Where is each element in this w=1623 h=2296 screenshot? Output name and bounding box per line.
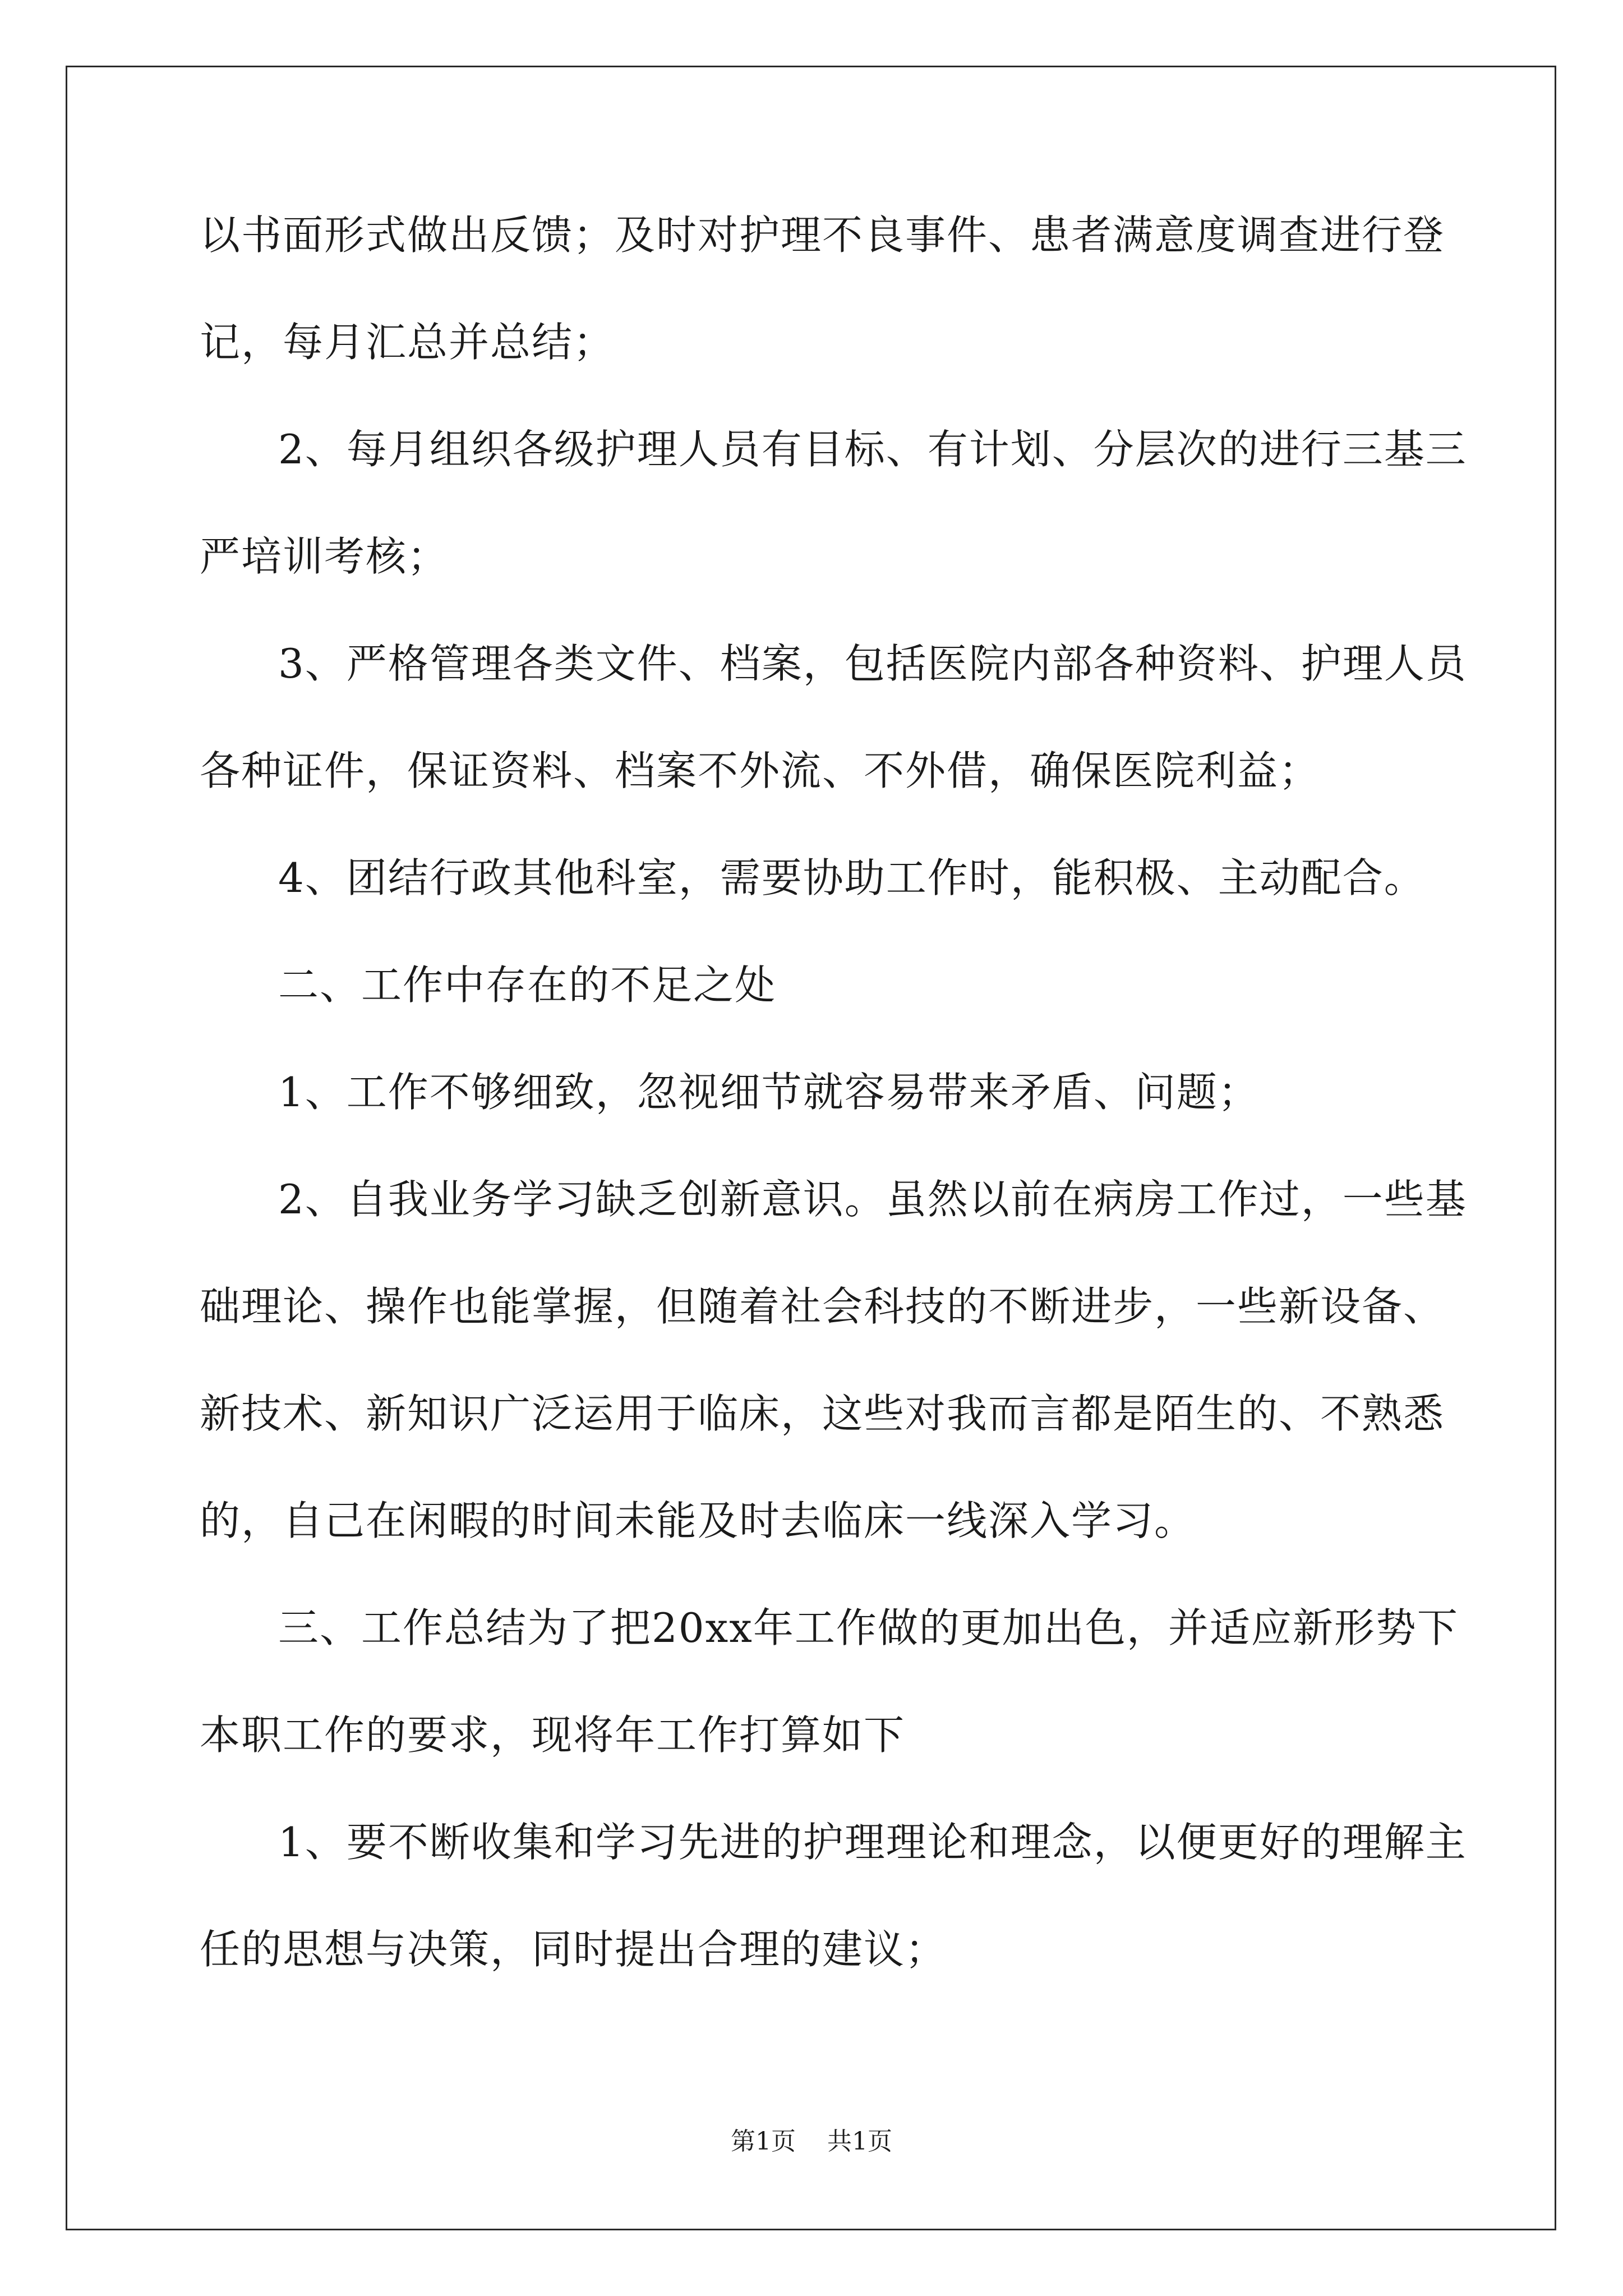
text-line: 新技术、新知识广泛运用于临床，这些对我而言都是陌生的、不熟悉 xyxy=(200,1390,1445,1437)
page-footer xyxy=(0,2126,1623,2157)
text-line: 1、要不断收集和学习先进的护理理论和理念，以便更好的理解主 xyxy=(278,1819,1467,1866)
text-line: 任的思想与决策，同时提出合理的建议； xyxy=(200,1926,947,1973)
text-line: 记，每月汇总并总结； xyxy=(200,319,615,366)
text-line: 严培训考核； xyxy=(200,533,449,580)
document-body xyxy=(200,209,1467,2030)
text-line: 的，自己在闲暇的时间未能及时去临床一线深入学习。 xyxy=(200,1497,1196,1544)
section-heading: 二、工作中存在的不足之处 xyxy=(278,961,777,1009)
text-line: 以书面形式做出反馈；及时对护理不良事件、患者满意度调查进行登 xyxy=(200,211,1445,259)
text-line: 1、工作不够细致，忽视细节就容易带来矛盾、问题； xyxy=(278,1069,1260,1116)
page-total-label: 共1页 xyxy=(827,2127,892,2156)
text-line: 各种证件，保证资料、档案不外流、不外借，确保医院利益； xyxy=(200,747,1321,794)
page-current-label: 第1页 xyxy=(731,2127,796,2156)
text-line: 本职工作的要求，现将年工作打算如下 xyxy=(200,1711,906,1759)
text-line: 3、严格管理各类文件、档案，包括医院内部各种资料、护理人员 xyxy=(278,640,1467,687)
text-line: 2、每月组织各级护理人员有目标、有计划、分层次的进行三基三 xyxy=(278,426,1467,473)
text-line: 2、自我业务学习缺乏创新意识。虽然以前在病房工作过，一些基 xyxy=(278,1176,1467,1223)
section-heading: 三、工作总结为了把20xx年工作做的更加出色，并适应新形势下 xyxy=(278,1604,1459,1651)
text-line: 4、团结行政其他科室，需要协助工作时，能积极、主动配合。 xyxy=(278,854,1426,901)
text-line: 础理论、操作也能掌握，但随着社会科技的不断进步，一些新设备、 xyxy=(200,1283,1445,1330)
